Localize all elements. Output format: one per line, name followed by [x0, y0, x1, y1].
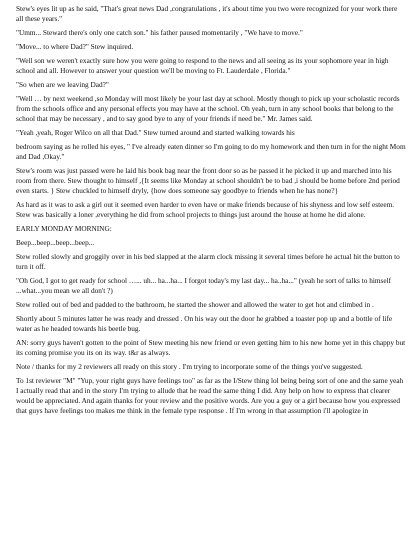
paragraph: "Oh God, I got to get ready for school …... uh... ha...ha... I forgot today's my last day... ha..ha..." (yeah he sort of talks to himself ...what...you mean we all don't ?) [16, 276, 392, 295]
paragraph: Stew rolled out of bed and padded to the bathroom, he started the shower and allowed the water to get hot and climbed in . [16, 300, 374, 309]
paragraph: Stew's eyes lit up as he said, "That's great news Dad ,congratulations , it's about time you two were recognized for your work there all these years." [16, 4, 398, 23]
paragraph: bedroom saying as he rolled his eyes, " I've already eaten dinner so I'm going to do my homework and then turn in for the night Mom and Dad ,Okay." [16, 142, 406, 161]
paragraph: Beep...beep...beep...beep... [16, 238, 95, 247]
paragraph: Stew rolled slowly and groggily over in his bed slapped at the alarm clock missing it several times before he actual hit the button to turn it off. [16, 252, 400, 271]
section-heading: EARLY MONDAY MORNING: [16, 224, 112, 233]
paragraph: Shortly about 5 minutes latter he was ready and dressed . On his way out the door he grabbed a toaster pop up and a bottle of life water as he headed towards his beetle bug. [16, 314, 393, 333]
author-note: Note / thanks for my 2 reviewers all ready on this story . I'm trying to incorporate some of the things you've suggested. [16, 362, 363, 371]
paragraph: "Well son we weren't exactly sure how you were going to respond to the news and all seeing as its your sophomore year in high school and all. However to answer your question we'll be moving to Ft. Lauderdale , Florida." [16, 56, 389, 75]
author-note: AN: sorry guys haven't gotten to the point of Stew meeting his new friend or even getting him to his new home yet in this chappy but its coming promise you its on its way. t&r as always. [16, 338, 406, 357]
paragraph: Stew's room was just passed were he laid his book bag near the front door so as he passed it he picked it up and marched into his room from there. Stew thought to himself ,{It seems like Monday at school shouldn't be to bad ,i should be home before 2nd period even starts. } Stew chuckled to himself dryly, {how does someone say goodbye to friends when he has none?} [16, 166, 400, 195]
paragraph: "Move... to where Dad?" Stew inquired. [16, 42, 134, 51]
author-note: To 1st reviewer "M" "Yup, your right guys have feelings too" as far as the I/Stew thing lol being being sort of one and the same yeah I actually read that and in the story I'm trying to allude that he read the same thing I did. Any help on how to express that clearer would be appreciated. And again thanks for your review and the positive words. Are you a guy or a girl because how you expressed that guys have feelings too makes me think in the female type response . If I'm wrong in that assumption i'll apologize in [16, 376, 404, 415]
paragraph: As hard as it was to ask a girl out it seemed even harder to even have or make friends because of his shyness and low self esteem. Stew was basically a loner ,everything he did from school projects to things just around the house at home he did alone. [16, 200, 395, 219]
paragraph: "Yeah ,yeah, Roger Wilco on all that Dad." Stew turned around and started walking towards his [16, 128, 295, 137]
document-page [16, 4, 406, 420]
paragraph: "Umm... Steward there's only one catch son." his father paused momentarily , "We have to move." [16, 28, 303, 37]
paragraph: "So when are we leaving Dad?" [16, 80, 109, 89]
paragraph: "Well … by next weekend ,so Monday will most likely be your last day at school. Mostly though to pick up your scholastic records from the schools office and any personal effects you may have at the school. Oh yeah, turn in any school books that belong to the school that may be necessary , and to say good bye to any of your friends if need be." Mr. James said. [16, 94, 400, 123]
